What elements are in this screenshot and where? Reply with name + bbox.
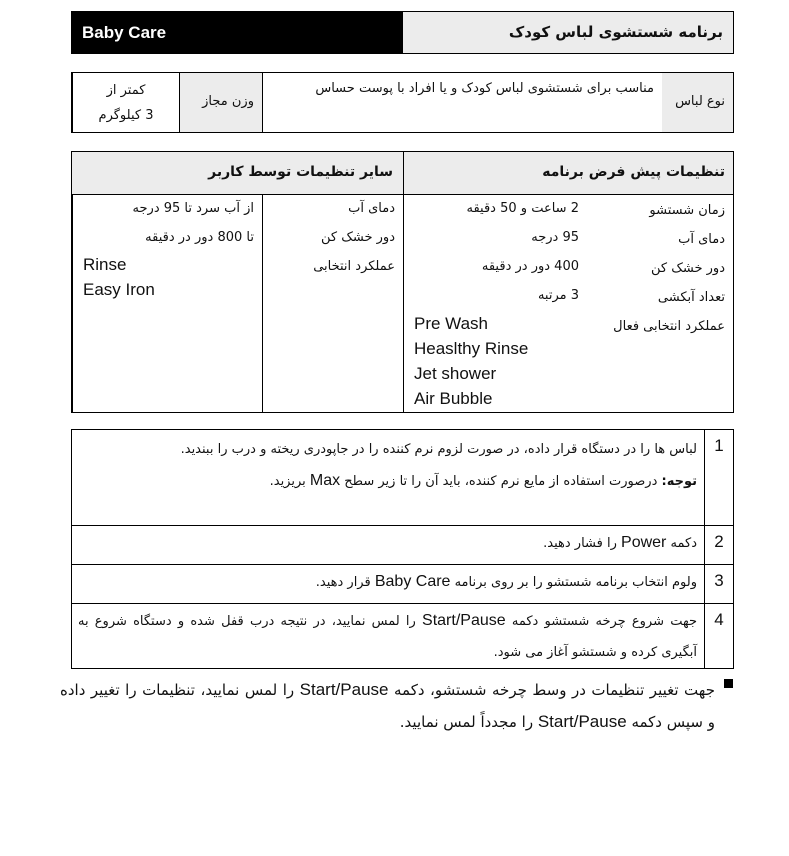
default-label: تعداد آبکشی xyxy=(657,290,725,305)
baby-care-keyword: Baby Care xyxy=(374,573,451,590)
default-option: Pre Wash xyxy=(414,314,489,333)
default-label: دور خشک کن xyxy=(651,261,725,276)
start-pause-keyword: Start/Pause xyxy=(537,712,627,731)
step-number: 4 xyxy=(704,604,733,669)
default-option: Air Bubble xyxy=(414,389,493,408)
user-label: دور خشک کن xyxy=(321,230,395,245)
default-value: 95 درجه xyxy=(531,230,579,245)
step-text: دکمه Power را فشار دهید. xyxy=(543,534,697,551)
settings-header-row xyxy=(72,152,733,195)
weight-label: وزن مجاز xyxy=(202,94,254,109)
default-value: 3 مرتبه xyxy=(537,288,579,303)
weight-value-line1: کمتر از xyxy=(106,83,146,98)
default-label: دمای آب xyxy=(678,232,725,247)
step-text: ولوم انتخاب برنامه شستشو را بر روی برنامه Baby Care قرار دهید. xyxy=(315,573,697,590)
type-value: مناسب برای شستشوی لباس کودک و یا افراد با پوست حساس xyxy=(315,81,654,96)
weight-value-line2: 3 کیلوگرم xyxy=(98,108,154,123)
default-option: Jet shower xyxy=(414,364,497,383)
info-table xyxy=(71,72,734,133)
step-number: 1 xyxy=(704,430,733,525)
default-value: 400 دور در دقیقه xyxy=(481,259,579,274)
header-gray-panel xyxy=(403,12,733,53)
program-name-fa: برنامه شستشوی لباس کودک xyxy=(508,23,723,41)
user-option: Easy Iron xyxy=(83,280,155,299)
bullet-square-icon xyxy=(724,679,733,688)
weight-value-cell xyxy=(72,73,179,132)
program-name-en: Baby Care xyxy=(82,23,167,42)
type-label-cell xyxy=(662,73,733,132)
user-label: عملکرد انتخابی xyxy=(313,259,395,274)
user-value: تا 800 دور در دقیقه xyxy=(145,230,254,245)
header-divider xyxy=(403,152,404,194)
user-option: Rinse xyxy=(83,255,127,274)
step-row-2 xyxy=(72,525,733,564)
steps-table xyxy=(71,429,734,669)
default-values-col xyxy=(403,194,587,412)
step-row-3 xyxy=(72,564,733,603)
step-number: 2 xyxy=(704,526,733,564)
user-settings-header: سایر تنظیمات توسط کاربر xyxy=(208,164,393,180)
step-row-4 xyxy=(72,603,733,669)
step-text: جهت شروع چرخه شستشو دکمه Start/Pause را لمس نمایید، در نتیجه درب قفل شده و دستگاه شروع به آبگیری کرده و شستشو آغاز می شود. xyxy=(78,612,698,660)
step-row-1 xyxy=(72,430,733,525)
step-number: 3 xyxy=(704,565,733,603)
max-keyword: Max xyxy=(309,472,341,489)
default-label: عملکرد انتخابی فعال xyxy=(613,319,725,334)
default-value: 2 ساعت و 50 دقیقه xyxy=(466,201,579,216)
default-settings-header: تنظیمات پیش فرض برنامه xyxy=(542,164,725,180)
note-label: توجه: xyxy=(661,474,697,489)
default-label: زمان شستشو xyxy=(649,203,725,218)
bullet-note: جهت تغییر تنظیمات در وسط چرخه شستشو، دکمه Start/Pause را لمس نمایید، تنظیمات را تغییر داده و سپس دکمه Start/Pause را مجدداً لمس نمایید. xyxy=(60,680,715,731)
type-label: نوع لباس xyxy=(675,94,725,109)
user-values-col xyxy=(72,194,262,412)
power-keyword: Power xyxy=(621,534,667,551)
program-header xyxy=(71,11,734,54)
step-text: لباس ها را در دستگاه قرار داده، در صورت لزوم نرم کننده را در جاپودری ریخته و درب را ببندید. توجه: درصورت استفاده از مایع نرم کننده، باید آن را تا زیر سطح Max بریزید. xyxy=(180,442,697,489)
settings-table xyxy=(71,151,734,413)
user-labels-col xyxy=(262,194,403,412)
user-label: دمای آب xyxy=(348,201,395,216)
default-option: Heaslthy Rinse xyxy=(414,339,529,358)
weight-label-cell xyxy=(179,73,262,132)
header-black-panel xyxy=(72,12,403,53)
default-labels-col xyxy=(587,194,733,412)
start-pause-keyword: Start/Pause xyxy=(422,612,506,629)
start-pause-keyword: Start/Pause xyxy=(299,680,389,699)
type-value-cell xyxy=(262,73,662,132)
user-value: از آب سرد تا 95 درجه xyxy=(132,201,254,216)
